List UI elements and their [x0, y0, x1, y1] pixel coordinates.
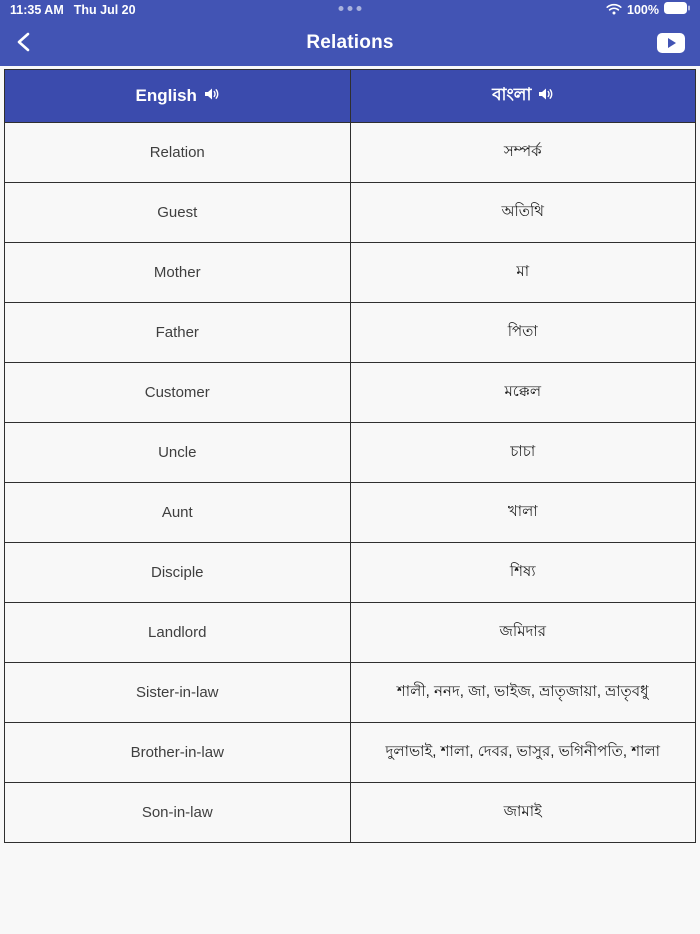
- speaker-icon[interactable]: [538, 86, 553, 106]
- table-row: [5, 543, 696, 603]
- column-header-english[interactable]: [5, 70, 351, 123]
- bangla-cell[interactable]: সম্পর্ক: [350, 123, 696, 183]
- bangla-cell[interactable]: মা: [350, 243, 696, 303]
- english-cell[interactable]: Father: [5, 303, 351, 363]
- bangla-cell[interactable]: অতিথি: [350, 183, 696, 243]
- english-cell[interactable]: Disciple: [5, 543, 351, 603]
- table-row: [5, 303, 696, 363]
- wifi-icon: [606, 3, 622, 18]
- top-chrome: [0, 0, 700, 66]
- bangla-cell[interactable]: শিষ্য: [350, 543, 696, 603]
- battery-percent: 100%: [627, 3, 659, 17]
- english-cell[interactable]: Sister-in-law: [5, 663, 351, 723]
- bangla-cell[interactable]: পিতা: [350, 303, 696, 363]
- table-row: [5, 723, 696, 783]
- bangla-cell[interactable]: মক্কেল: [350, 363, 696, 423]
- bangla-cell[interactable]: দুলাভাই, শালা, দেবর, ভাসুর, ভগিনীপতি, শালা: [350, 723, 696, 783]
- table-row: [5, 363, 696, 423]
- table-row: [5, 423, 696, 483]
- bangla-cell[interactable]: জমিদার: [350, 603, 696, 663]
- bangla-cell[interactable]: খালা: [350, 483, 696, 543]
- table-row: [5, 783, 696, 843]
- column-header-bangla-label: বাংলা: [492, 85, 532, 104]
- status-date: Thu Jul 20: [73, 3, 136, 17]
- table-row: [5, 123, 696, 183]
- english-cell[interactable]: Aunt: [5, 483, 351, 543]
- table-row: [5, 243, 696, 303]
- column-header-english-label: English: [135, 86, 197, 105]
- english-cell[interactable]: Relation: [5, 123, 351, 183]
- status-time: 11:35 AM: [10, 3, 64, 17]
- vocabulary-table-container: [4, 69, 696, 843]
- table-header-row: [5, 70, 696, 123]
- back-button[interactable]: [14, 28, 44, 58]
- youtube-button[interactable]: [656, 28, 686, 58]
- vocabulary-table: [4, 69, 696, 843]
- youtube-play-icon: [657, 33, 685, 53]
- english-cell[interactable]: Guest: [5, 183, 351, 243]
- english-cell[interactable]: Customer: [5, 363, 351, 423]
- page-title: Relations: [306, 32, 394, 53]
- english-cell[interactable]: Son-in-law: [5, 783, 351, 843]
- table-row: [5, 603, 696, 663]
- status-bar: [0, 0, 700, 20]
- bangla-cell[interactable]: চাচা: [350, 423, 696, 483]
- table-row: [5, 483, 696, 543]
- table-body: [5, 123, 696, 843]
- nav-bar: [0, 20, 700, 66]
- bangla-cell[interactable]: শালী, ননদ, জা, ভাইজ, ভ্রাতৃজায়া, ভ্রাতৃবধু: [350, 663, 696, 723]
- english-cell[interactable]: Uncle: [5, 423, 351, 483]
- three-dots-icon: [339, 6, 362, 11]
- english-cell[interactable]: Brother-in-law: [5, 723, 351, 783]
- english-cell[interactable]: Landlord: [5, 603, 351, 663]
- column-header-bangla[interactable]: [350, 70, 696, 123]
- table-row: [5, 183, 696, 243]
- table-row: [5, 663, 696, 723]
- chevron-left-icon: [14, 30, 36, 57]
- speaker-icon[interactable]: [204, 86, 219, 106]
- bangla-cell[interactable]: জামাই: [350, 783, 696, 843]
- english-cell[interactable]: Mother: [5, 243, 351, 303]
- battery-icon: [664, 2, 690, 18]
